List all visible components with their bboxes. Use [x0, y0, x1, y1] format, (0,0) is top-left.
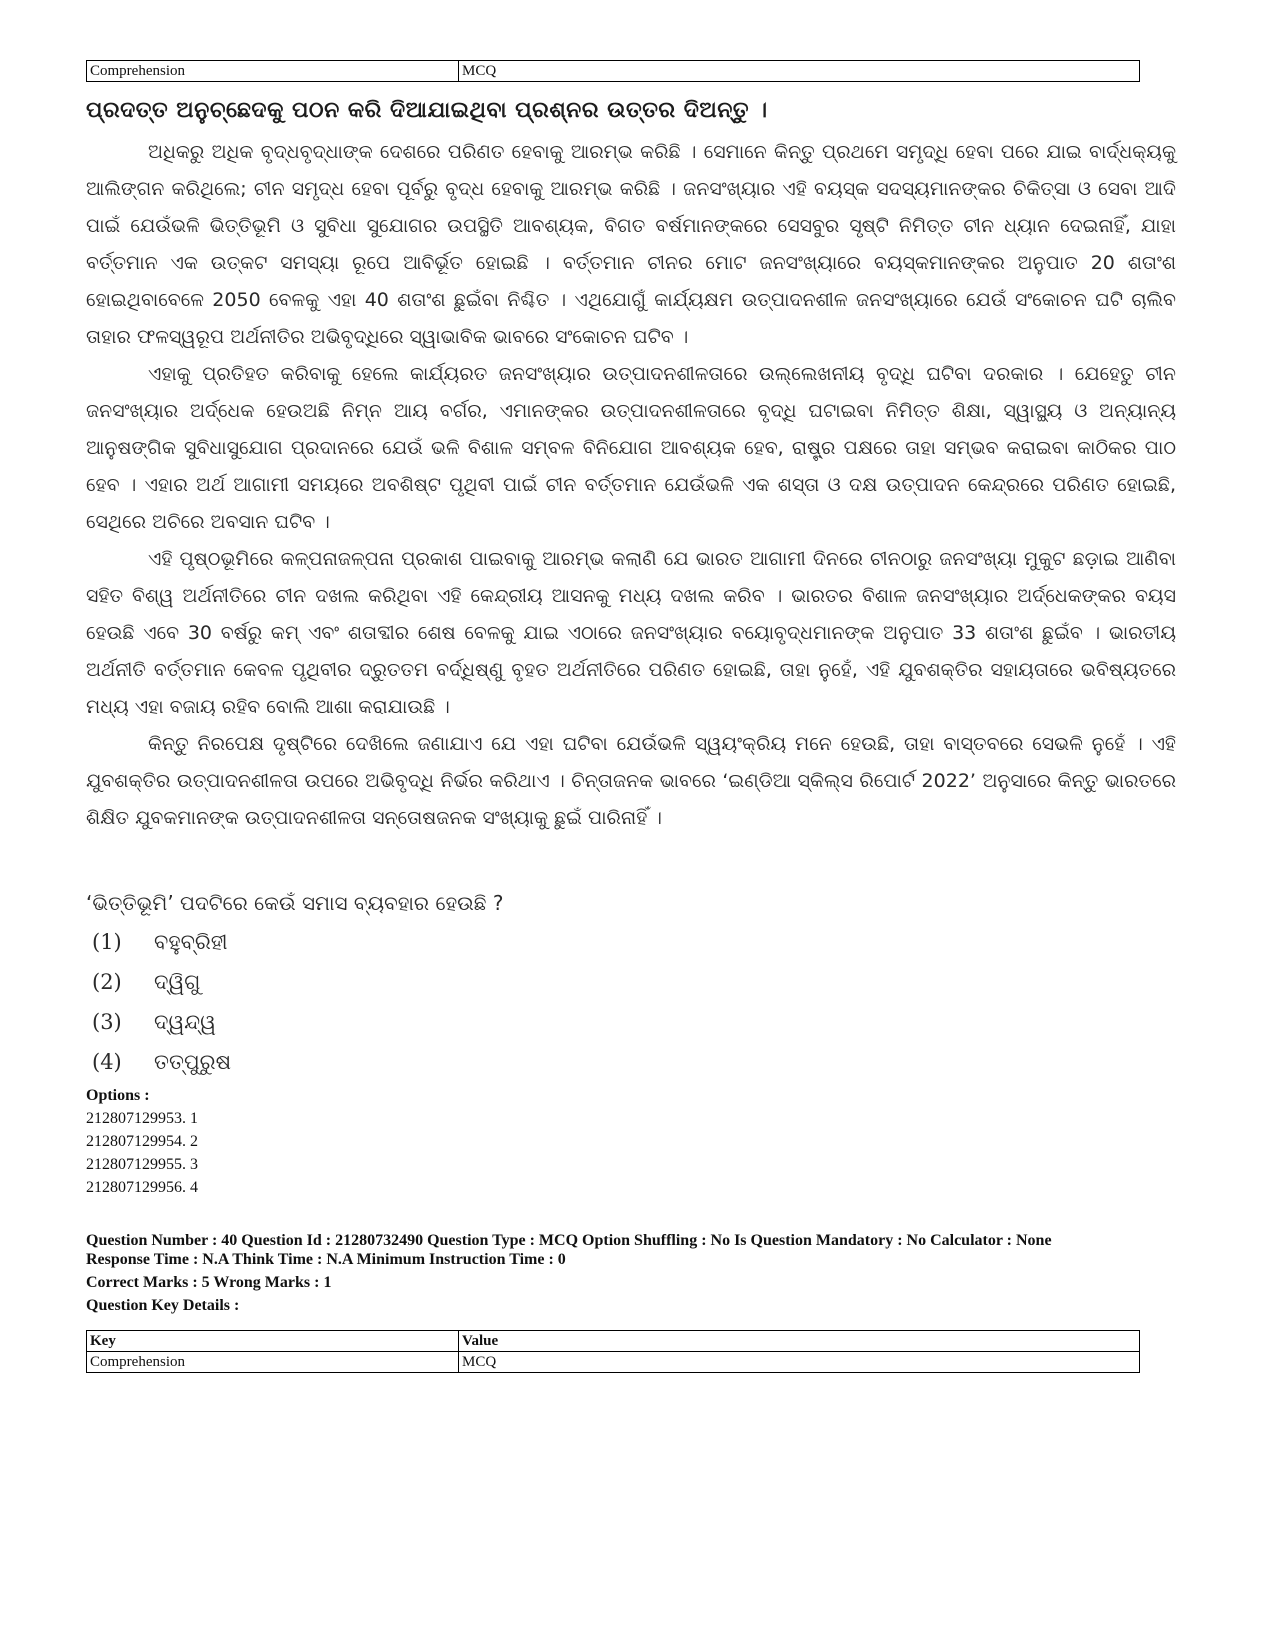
instruction-heading: ପ୍ରଦତ୍ତ ଅନୁଚ୍ଛେଦକୁ ପଠନ କରି ଦିଆଯାଇଥିବା ପ୍ରଶ୍ନର ଉତ୍ତର ଦିଅନ୍ତୁ । [86, 98, 768, 123]
comprehension-passage [86, 134, 1176, 837]
choice-text: ଦ୍ୱନ୍ଦ୍ୱ [154, 1010, 216, 1034]
question-key-details-label: Question Key Details : [86, 1297, 240, 1314]
choice-item [92, 970, 200, 995]
choice-text: ବହୁବ୍ରିହୀ [154, 930, 228, 954]
key-cell: Comprehension [87, 1352, 459, 1373]
choice-number: (1) [92, 930, 122, 954]
choice-text: ତତ୍ପୁରୁଷ [154, 1050, 232, 1074]
passage-paragraph-2: ଏହାକୁ ପ୍ରତିହତ କରିବାକୁ ହେଲେ କାର୍ଯ୍ୟରତ ଜନସଂଖ୍ୟାର ଉତ୍ପାଦନଶୀଳତାରେ ଉଲ୍ଲେଖନୀୟ ବୃଦ୍ଧି ଘଟିବା ଦରକାର । ଯେହେତୁ ଚୀନ ଜନସଂଖ୍ୟାର ଅର୍ଦ୍ଧେକ ହେଉଅଛି ନିମ୍ନ ଆୟ ବର୍ଗର, ଏମାନଙ୍କର ଉତ୍ପାଦନଶୀଳତାରେ ବୃଦ୍ଧି ଘଟାଇବା ନିମିତ୍ତ ଶିକ୍ଷା, ସ୍ୱାସ୍ଥ୍ୟ ଓ ଅନ୍ୟାନ୍ୟ ଆନୁଷଙ୍ଗିକ ସୁବିଧାସୁଯୋଗ ପ୍ରଦାନରେ ଯେଉଁ ଭଳି ବିଶାଳ ସମ୍ବଳ ବିନିଯୋଗ ଆବଶ୍ୟକ ହେବ, ରାଷ୍ଟ୍ର ପକ୍ଷରେ ତାହା ସମ୍ଭବ କରାଇବା କାଠିକର ପାଠ ହେବ । ଏହାର ଅର୍ଥ ଆଗାମୀ ସମୟରେ ଅବଶିଷ୍ଟ ପୃଥିବୀ ପାଇଁ ଚୀନ ବର୍ତ୍ତମାନ ଯେଉଁଭଳି ଏକ ଶସ୍ତା ଓ ଦକ୍ଷ ଉତ୍ପାଦନ କେନ୍ଦ୍ରରେ ପରିଣତ ହୋଇଛି, ସେଥିରେ ଅଚିରେ ଅବସାନ ଘଟିବ । [86, 363, 1176, 533]
passage-paragraph-3: ଏହି ପୃଷ୍ଠଭୂମିରେ କଳ୍ପନାଜଳ୍ପନା ପ୍ରକାଶ ପାଇବାକୁ ଆରମ୍ଭ କଲାଣି ଯେ ଭାରତ ଆଗାମୀ ଦିନରେ ଚୀନଠାରୁ ଜନସଂଖ୍ୟା ମୁକୁଟ ଛଡ଼ାଇ ଆଣିବା ସହିତ ବିଶ୍ୱ ଅର୍ଥନୀତିରେ ଚୀନ ଦଖଲ କରିଥିବା ଏହି କେନ୍ଦ୍ରୀୟ ଆସନକୁ ମଧ୍ୟ ଦଖଲ କରିବ । ଭାରତର ବିଶାଳ ଜନସଂଖ୍ୟାର ଅର୍ଦ୍ଧେକଙ୍କର ବୟସ ହେଉଛି ଏବେ 30 ବର୍ଷରୁ କମ୍ ଏବଂ ଶତାବ୍ଦୀର ଶେଷ ବେଳକୁ ଯାଇ ଏଠାରେ ଜନସଂଖ୍ୟାର ବୟୋବୃଦ୍ଧମାନଙ୍କ ଅନୁପାତ 33 ଶତାଂଶ ଛୁଇଁବ । ଭାରତୀୟ ଅର୍ଥନୀତି ବର୍ତ୍ତମାନ କେବଳ ପୃଥିବୀର ଦ୍ରୁତତମ ବର୍ଦ୍ଧିଷ୍ଣୁ ବୃହତ ଅର୍ଥନୀତିରେ ପରିଣତ ହୋଇଛି, ତାହା ନୁହେଁ, ଏହି ଯୁବଶକ୍ତିର ସହାୟତାରେ ଭବିଷ୍ୟତରେ ମଧ୍ୟ ଏହା ବଜାୟ ରହିବ ବୋଲି ଆଶା କରାଯାଉଛି । [86, 548, 1176, 718]
choice-number: (2) [92, 970, 122, 994]
passage-paragraph-1: ଅଧିକରୁ ଅଧିକ ବୃଦ୍ଧବୃଦ୍ଧାଙ୍କ ଦେଶରେ ପରିଣତ ହେବାକୁ ଆରମ୍ଭ କରିଛି । ସେମାନେ କିନ୍ତୁ ପ୍ରଥମେ ସମୃଦ୍ଧି ହେବା ପରେ ଯାଇ ବାର୍ଦ୍ଧକ୍ୟକୁ ଆଲିଙ୍ଗନ କରିଥିଲେ; ଚୀନ ସମୃଦ୍ଧ ହେବା ପୂର୍ବରୁ ବୃଦ୍ଧ ହେବାକୁ ଆରମ୍ଭ କରିଛି । ଜନସଂଖ୍ୟାର ଏହି ବୟସ୍କ ସଦସ୍ୟମାନଙ୍କର ଚିକିତ୍ସା ଓ ସେବା ଆଦି ପାଇଁ ଯେଉଁଭଳି ଭିତ୍ତିଭୂମି ଓ ସୁବିଧା ସୁଯୋଗର ଉପସ୍ଥିତି ଆବଶ୍ୟକ, ବିଗତ ବର୍ଷମାନଙ୍କରେ ସେସବୁର ସୃଷ୍ଟି ନିମିତ୍ତ ଚୀନ ଧ୍ୟାନ ଦେଇନାହିଁ, ଯାହା ବର୍ତ୍ତମାନ ଏକ ଉତ୍କଟ ସମସ୍ୟା ରୂପେ ଆବିର୍ଭୂତ ହୋଇଛି । ବର୍ତ୍ତମାନ ଚୀନର ମୋଟ ଜନସଂଖ୍ୟାରେ ବୟସ୍କମାନଙ୍କର ଅନୁପାତ 20 ଶତାଂଶ ହୋଇଥିବାବେଳେ 2050 ବେଳକୁ ଏହା 40 ଶତାଂଶ ଛୁଇଁବା ନିଶ୍ଚିତ । ଏଥିଯୋଗୁଁ କାର୍ଯ୍ୟକ୍ଷମ ଉତ୍ପାଦନଶୀଳ ଜନସଂଖ୍ୟାରେ ଯେଉଁ ସଂକୋଚନ ଘଟି ଚାଲିବ ତାହାର ଫଳସ୍ୱରୂପ ଅର୍ଥନୀତିର ଅଭିବୃଦ୍ଧିରେ ସ୍ୱାଭାବିକ ଭାବରେ ସଂକୋଚନ ଘଟିବ । [86, 141, 1176, 348]
value-header: Value [459, 1331, 1140, 1352]
key-header: Key [87, 1331, 459, 1352]
question-type-table [86, 60, 1140, 82]
option-id-line: 212807129953. 1 [86, 1110, 198, 1127]
option-id-line: 212807129954. 2 [86, 1133, 198, 1150]
question-text: ‘ଭିତ୍ତିଭୂମି’ ପଦଟିରେ କେଉଁ ସମାସ ବ୍ୟବହାର ହେଉଛି ? [86, 891, 504, 915]
question-type-value: MCQ [459, 61, 1140, 82]
question-key-table [86, 1330, 1140, 1373]
choice-item [92, 930, 228, 955]
choice-number: (4) [92, 1050, 122, 1074]
choice-item [92, 1010, 216, 1035]
option-id-line: 212807129955. 3 [86, 1156, 198, 1173]
choice-number: (3) [92, 1010, 122, 1034]
option-id-line: 212807129956. 4 [86, 1179, 198, 1196]
marks-line: Correct Marks : 5 Wrong Marks : 1 [86, 1274, 332, 1291]
question-meta-line-2: Response Time : N.A Think Time : N.A Minimum Instruction Time : 0 [86, 1251, 566, 1268]
question-type-key: Comprehension [87, 61, 459, 82]
passage-paragraph-4: କିନ୍ତୁ ନିରପେକ୍ଷ ଦୃଷ୍ଟିରେ ଦେଖିଲେ ଜଣାଯାଏ ଯେ ଏହା ଘଟିବା ଯେଉଁଭଳି ସ୍ୱୟଂକ୍ରିୟ ମନେ ହେଉଛି, ତାହା ବାସ୍ତବରେ ସେଭଳି ନୁହେଁ । ଏହି ଯୁବଶକ୍ତିର ଉତ୍ପାଦନଶୀଳତା ଉପରେ ଅଭିବୃଦ୍ଧି ନିର୍ଭର କରିଥାଏ । ଚିନ୍ତାଜନକ ଭାବରେ ‘ଇଣ୍ଡିଆ ସ୍କିଲ୍ସ ରିପୋର୍ଟ 2022’ ଅନୁସାରେ କିନ୍ତୁ ଭାରତରେ ଶିକ୍ଷିତ ଯୁବକମାନଙ୍କ ଉତ୍ପାଦନଶୀଳତା ସନ୍ତୋଷଜନକ ସଂଖ୍ୟାକୁ ଛୁଇଁ ପାରିନାହିଁ । [86, 733, 1176, 829]
value-cell: MCQ [459, 1352, 1140, 1373]
question-meta-line-1: Question Number : 40 Question Id : 21280732490 Question Type : MCQ Option Shuffling : No Is Question Mandatory : No Calculator : None [86, 1232, 1052, 1249]
choice-text: ଦ୍ୱିଗୁ [154, 970, 201, 994]
options-title: Options : [86, 1087, 150, 1104]
choice-item [92, 1050, 231, 1075]
